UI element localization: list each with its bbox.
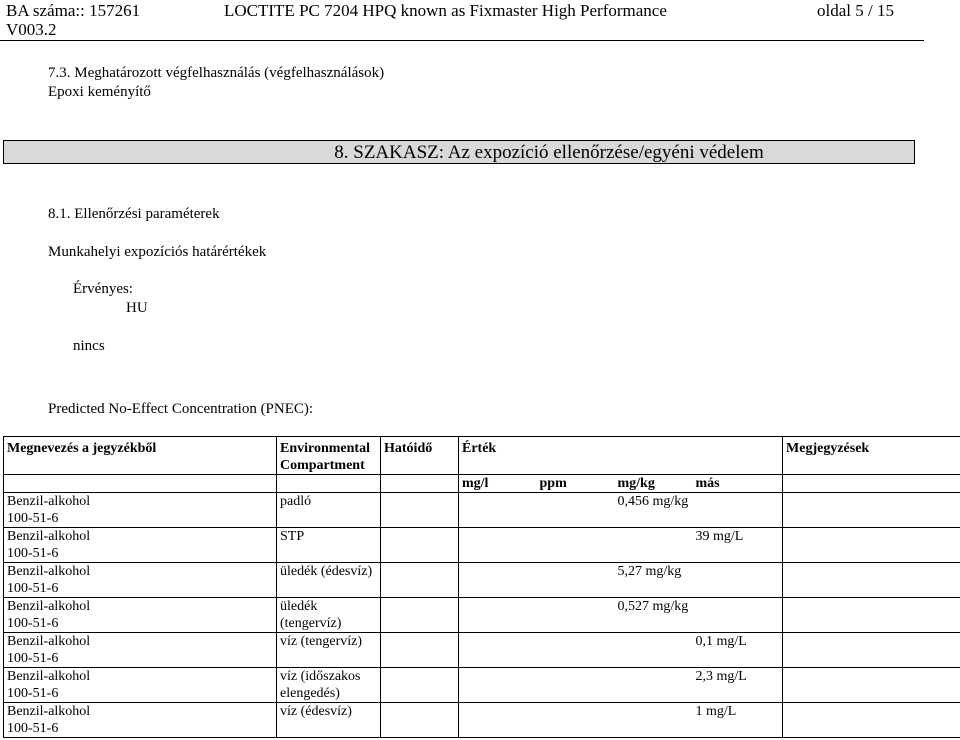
table-row (4, 633, 960, 668)
cell-remarks (783, 668, 960, 703)
col-header-remarks: Megjegyzések (783, 437, 960, 475)
substance-name: Benzil-alkohol (7, 529, 91, 544)
cell-exposure (381, 668, 459, 703)
pnec-table (3, 436, 960, 738)
cas-number: 100-51-6 (7, 581, 59, 596)
cell-mgl (459, 493, 537, 528)
cell-mgkg: 0,527 mg/kg (615, 598, 693, 633)
cell-mgkg (615, 668, 693, 703)
cas-number: 100-51-6 (7, 686, 59, 701)
cell-ppm (537, 668, 615, 703)
section-8-1-heading: 8.1. Ellenőrzési paraméterek (48, 206, 220, 222)
cell-substance (4, 598, 277, 633)
cell-remarks (783, 633, 960, 668)
cell-mgl (459, 528, 537, 563)
invoice-number: BA száma:: 157261 (6, 1, 141, 20)
unit-other: más (693, 475, 783, 493)
cell-compartment: víz (édesvíz) (277, 703, 381, 738)
cell-substance (4, 703, 277, 738)
cell-mgkg (615, 633, 693, 668)
cell-exposure (381, 633, 459, 668)
cell-substance (4, 633, 277, 668)
unit-mgkg: mg/kg (615, 475, 693, 493)
cell-other (693, 598, 783, 633)
section-7-3-text: Epoxi keményítő (48, 84, 151, 100)
table-row (4, 598, 960, 633)
cell-mgl (459, 668, 537, 703)
cell-ppm (537, 703, 615, 738)
cell-compartment: padló (277, 493, 381, 528)
version-label: V003.2 (6, 20, 57, 39)
cell-other (693, 493, 783, 528)
substance-name: Benzil-alkohol (7, 494, 91, 509)
cell-compartment: víz (időszakos elengedés) (277, 668, 381, 703)
cell-mgkg (615, 703, 693, 738)
header-rule (0, 40, 924, 41)
cell-ppm (537, 563, 615, 598)
table-row (4, 703, 960, 738)
cell-substance (4, 668, 277, 703)
unit-mgl: mg/l (459, 475, 537, 493)
pnec-table-body (4, 493, 960, 738)
table-units-row (4, 475, 960, 493)
cas-number: 100-51-6 (7, 616, 59, 631)
none-text: nincs (73, 338, 105, 354)
pnec-title: Predicted No-Effect Concentration (PNEC): (48, 401, 314, 417)
table-header-row (4, 437, 960, 475)
section-8-banner (3, 140, 915, 164)
cell-mgkg: 0,456 mg/kg (615, 493, 693, 528)
cell-remarks (783, 703, 960, 738)
cell-other: 0,1 mg/L (693, 633, 783, 668)
cell-exposure (381, 563, 459, 598)
cell-ppm (537, 598, 615, 633)
cell-other: 2,3 mg/L (693, 668, 783, 703)
cell-compartment: üledék (édesvíz) (277, 563, 381, 598)
unit-ppm: ppm (537, 475, 615, 493)
cell-compartment: víz (tengervíz) (277, 633, 381, 668)
cell-compartment: STP (277, 528, 381, 563)
cell-substance (4, 493, 277, 528)
col-header-compartment: Environmental Compartment (277, 437, 381, 475)
col-header-value: Érték (459, 437, 783, 475)
cas-number: 100-51-6 (7, 721, 59, 736)
cell-ppm (537, 493, 615, 528)
table-row (4, 668, 960, 703)
section-7-3-heading: 7.3. Meghatározott végfelhasználás (végfelhasználások) (48, 65, 385, 81)
col-header-name: Megnevezés a jegyzékből (4, 437, 277, 475)
cell-exposure (381, 493, 459, 528)
product-name: LOCTITE PC 7204 HPQ known as Fixmaster High Performance (224, 1, 667, 20)
cell-exposure (381, 703, 459, 738)
cell-substance (4, 528, 277, 563)
cell-remarks (783, 493, 960, 528)
substance-name: Benzil-alkohol (7, 634, 91, 649)
cell-ppm (537, 528, 615, 563)
cas-number: 100-51-6 (7, 511, 59, 526)
substance-name: Benzil-alkohol (7, 669, 91, 684)
substance-name: Benzil-alkohol (7, 704, 91, 719)
exposure-limits-title: Munkahelyi expozíciós határértékek (48, 244, 267, 260)
table-row (4, 493, 960, 528)
cell-mgl (459, 703, 537, 738)
cell-exposure (381, 528, 459, 563)
valid-country: HU (126, 300, 148, 316)
substance-name: Benzil-alkohol (7, 564, 91, 579)
cell-compartment: üledék (tengervíz) (277, 598, 381, 633)
cell-remarks (783, 598, 960, 633)
cell-mgl (459, 563, 537, 598)
cas-number: 100-51-6 (7, 546, 59, 561)
cell-exposure (381, 598, 459, 633)
cell-remarks (783, 528, 960, 563)
substance-name: Benzil-alkohol (7, 599, 91, 614)
cell-remarks (783, 563, 960, 598)
table-row (4, 528, 960, 563)
section-8-title: 8. SZAKASZ: Az expozíció ellenőrzése/egyéni védelem (334, 142, 764, 163)
cell-mgl (459, 633, 537, 668)
cell-other (693, 563, 783, 598)
cell-other: 1 mg/L (693, 703, 783, 738)
cell-other: 39 mg/L (693, 528, 783, 563)
cell-substance (4, 563, 277, 598)
page-number: oldal 5 / 15 (817, 1, 894, 20)
cell-ppm (537, 633, 615, 668)
cas-number: 100-51-6 (7, 651, 59, 666)
col-header-exposure: Hatóidő (381, 437, 459, 475)
valid-label: Érvényes: (73, 281, 133, 297)
cell-mgkg (615, 528, 693, 563)
cell-mgl (459, 598, 537, 633)
table-row (4, 563, 960, 598)
cell-mgkg: 5,27 mg/kg (615, 563, 693, 598)
